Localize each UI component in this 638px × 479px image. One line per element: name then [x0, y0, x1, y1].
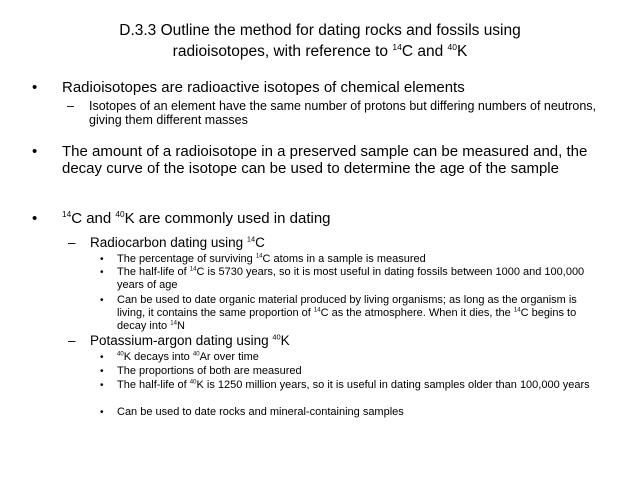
detail-text: K decays into: [123, 351, 193, 363]
bullet-radioisotopes: [32, 79, 622, 96]
sub-bullet-text: Radiocarbon dating using: [90, 235, 247, 250]
bullet-icon: •: [100, 295, 104, 306]
detail-half-life-potassium: [100, 379, 597, 392]
dash-icon: –: [68, 235, 76, 250]
detail-text: C atoms in a sample is measured: [262, 253, 426, 265]
bullet-text: K are commonly used in dating: [124, 210, 331, 227]
mass-number: 40: [117, 351, 124, 358]
bullet-icon: •: [100, 366, 104, 377]
bullet-text: C and: [71, 210, 116, 227]
sub-bullet-isotopes: [67, 99, 609, 127]
mass-number: 40: [272, 332, 281, 342]
mass-number: 14: [189, 266, 197, 273]
potassium-mass-number: 40: [115, 210, 125, 219]
bullet-icon: •: [100, 254, 104, 265]
sub-bullet-radiocarbon: [68, 234, 610, 250]
title-line-2: [60, 41, 580, 62]
detail-text: K is 1250 million years, so it is useful in dating samples older than 100,000 years: [196, 379, 590, 391]
mass-number: 14: [313, 307, 321, 314]
bullet-text: Radioisotopes are radioactive isotopes of chemical elements: [62, 79, 465, 96]
detail-text: Can be used to date rocks and mineral-containing samples: [117, 406, 404, 418]
bullet-amount-measured: [32, 143, 622, 177]
dash-icon: –: [67, 99, 74, 113]
detail-text: C as the atmosphere. When it dies, the: [320, 307, 514, 319]
bullet-icon: •: [100, 267, 104, 278]
detail-proportions: [100, 365, 607, 378]
potassium-mass-number: 40: [447, 41, 457, 52]
detail-text: C is 5730 years, so it is most useful in dating fossils between 1000 and 100,000 years of age: [117, 266, 585, 291]
element-symbol: C: [255, 235, 265, 250]
detail-organic-material: [100, 294, 607, 333]
mass-number: 14: [255, 253, 263, 260]
bullet-icon: •: [100, 380, 104, 391]
mass-number: 40: [192, 351, 200, 358]
detail-k-decays: [100, 351, 607, 364]
detail-text: The percentage of surviving: [117, 253, 256, 265]
bullet-icon: •: [100, 352, 104, 363]
carbon-mass-number: 14: [392, 41, 402, 52]
bullet-icon: •: [32, 79, 38, 96]
slide-title: [60, 20, 580, 62]
detail-date-rocks: [100, 406, 607, 419]
carbon-symbol: C and: [401, 43, 448, 60]
dash-icon: –: [68, 333, 76, 348]
mass-number: 14: [170, 320, 177, 327]
bullet-icon: •: [32, 143, 38, 160]
carbon-mass-number: 14: [62, 210, 72, 219]
sub-bullet-potassium-argon: [68, 332, 610, 348]
mass-number: 14: [246, 234, 256, 244]
mass-number: 40: [189, 379, 197, 386]
title-line-1: D.3.3 Outline the method for dating rocks and fossils using: [119, 22, 521, 39]
bullet-commonly-used: [32, 210, 622, 227]
detail-text: The half-life of: [117, 266, 190, 278]
detail-text: The half-life of: [117, 379, 190, 391]
bullet-icon: •: [32, 210, 38, 227]
title-text: radioisotopes, with reference to: [172, 43, 393, 60]
detail-text: Can be used to date organic material produced by living organisms; as long as the organism is living, it contains the same proportion of: [117, 294, 577, 319]
detail-text: Ar over time: [199, 351, 259, 363]
potassium-symbol: K: [457, 43, 468, 60]
mass-number: 14: [513, 307, 521, 314]
detail-text: C begins to decay into: [117, 307, 577, 332]
bullet-icon: •: [100, 407, 104, 418]
bullet-text: The amount of a radioisotope in a preserved sample can be measured and, the decay curve of the isotope can be used to determine the age of the sample: [62, 143, 588, 177]
element-symbol: K: [280, 333, 290, 348]
detail-percentage-surviving: [100, 253, 617, 266]
sub-bullet-text: Isotopes of an element have the same number of protons but differing numbers of neutrons, giving them different masses: [89, 99, 597, 127]
detail-text: N: [176, 320, 185, 332]
sub-bullet-text: Potassium-argon dating using: [90, 333, 273, 348]
detail-text: The proportions of both are measured: [117, 365, 302, 377]
detail-half-life-carbon: [100, 266, 607, 292]
